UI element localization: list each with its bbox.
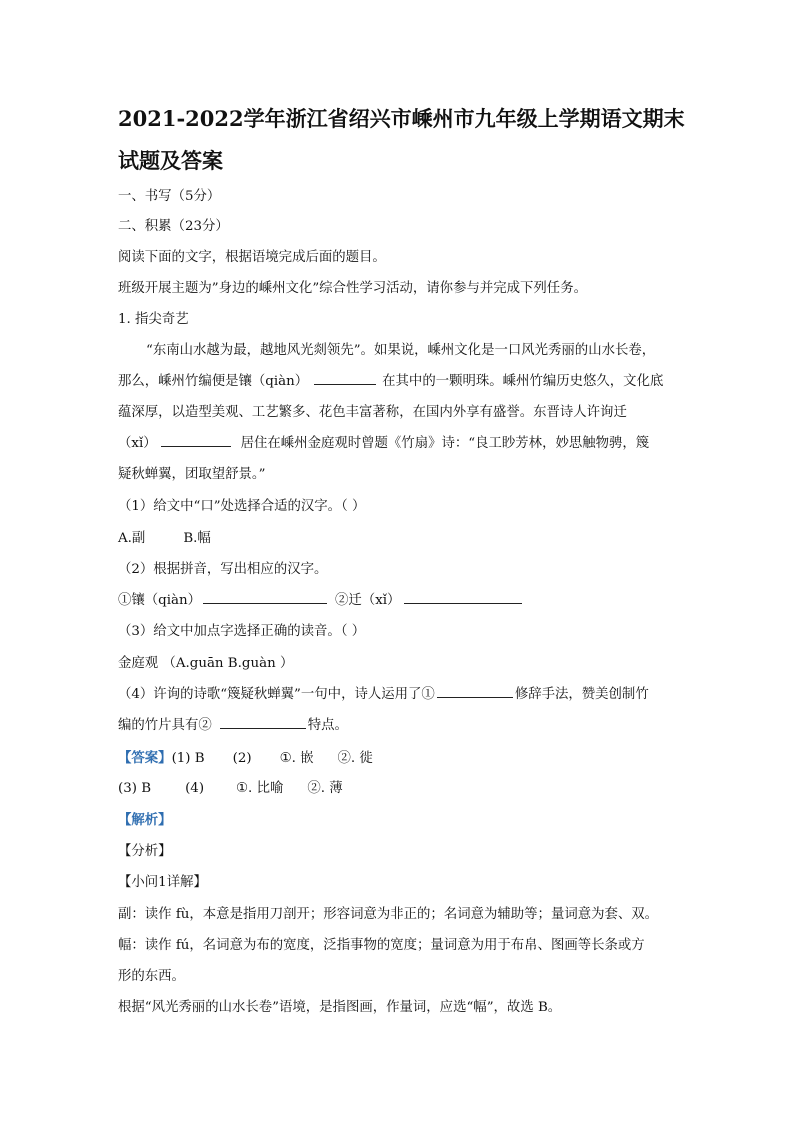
answer-3: (3) B [118,781,152,796]
document-title-line1: 2021-2022学年浙江省绍兴市嵊州市九年级上学期语文期末 [118,106,685,131]
passage-line-4b: 居住在嵊州金庭观时曾题《竹扇》诗：“良工眇芳林，妙思触物骋，篾 [240,436,650,451]
explanation-line-4: 根据“风光秀丽的山水长卷”语境，是指图画，作量词，应选“幅”，故选 B。 [118,1000,562,1015]
subquestion-4-text-a: （4）许询的诗歌“篾疑秋蝉翼”一句中，诗人运用了① [118,687,435,702]
subquestion-3-options: 金庭观 （A.guān B.guàn ） [118,656,294,671]
analysis-label: 【解析】 [118,812,172,828]
explanation-line-3: 形的东西。 [118,969,185,984]
question-1-heading: 1. 指尖奇艺 [118,312,189,327]
answer-row-2 [118,778,343,800]
passage-line-2 [118,371,663,393]
section-accumulation: 二、积累（23分） [118,219,229,234]
passage-line-1: “东南山水越为最，越地风光剡领先”。如果说，嵊州文化是一口风光秀丽的山水长卷， [146,343,656,358]
pinyin-qian: ①镶（qiàn） [118,593,202,608]
subquestion-4-line-1 [118,684,649,706]
passage-line-3: 蕴深厚，以造型美观、工艺繁多、花色丰富著称，在国内外享有盛誉。东晋诗人许询迁 [118,405,627,420]
subquestion-1-options [118,528,211,550]
analysis-subheading: 【分析】 [118,844,172,859]
answer-4-num: (4) [185,781,205,796]
blank-qian[interactable] [314,383,376,385]
passage-line-4a: （xǐ） [118,436,157,451]
subquestion-1-detail-heading: 【小问1详解】 [118,875,207,890]
subquestion-2-blanks [118,590,522,612]
instruction-read: 阅读下面的文字，根据语境完成后面的题目。 [118,250,386,265]
subquestion-4-text-b: 修辞手法，赞美创制竹 [514,687,649,702]
subquestion-4-text-c: 编的竹片具有② [118,718,212,733]
passage-line-2a: 那么，嵊州竹编便是镶（qiàn） [118,374,309,389]
answer-blank-feature[interactable] [220,727,306,729]
passage-line-5: 疑秋蝉翼，团取望舒景。” [118,467,266,482]
blank-xi[interactable] [161,445,231,447]
answer-row-1 [118,747,373,770]
pinyin-xi: ②迁（xǐ） [335,593,401,608]
option-b: B.幅 [183,531,211,546]
explanation-line-2: 幅：读作 fú，名词意为布的宽度，泛指事物的宽度；量词意为用于布帛、图画等长条或方 [118,938,645,953]
answer-2-second: ②. 徙 [337,751,373,766]
answer-1: (1) B [171,751,205,766]
answer-4-second: ②. 薄 [307,781,343,796]
passage-line-2b: 在其中的一颗明珠。嵊州竹编历史悠久，文化底 [382,374,664,389]
subquestion-2: （2）根据拼音，写出相应的汉字。 [118,562,328,577]
answer-label: 【答案】 [118,750,172,766]
answer-4-first: ①. 比喻 [236,781,284,796]
answer-blank-2[interactable] [404,602,522,604]
subquestion-3: （3）给文中加点字选择正确的读音。（ ） [118,624,366,639]
instruction-activity: 班级开展主题为”身边的嵊州文化”综合性学习活动，请你参与并完成下列任务。 [118,281,587,296]
subquestion-4-line-2 [118,715,348,737]
answer-blank-1[interactable] [203,602,327,604]
subquestion-1: （1）给文中“口”处选择合适的汉字。（ ） [118,499,366,514]
document-title-line2: 试题及答案 [118,148,223,173]
section-writing: 一、书写（5分） [118,189,221,204]
subquestion-4-text-d: 特点。 [307,718,348,733]
answer-2-num: (2) [232,751,252,766]
answer-blank-rhetoric[interactable] [437,696,513,698]
answer-2-first: ①. 嵌 [279,751,314,766]
explanation-line-1: 副：读作 fù，本意是指用刀剖开；形容词意为非正的；名词意为辅助等；量词意为套、双。 [118,907,659,922]
option-a: A.副 [118,531,146,546]
passage-line-4 [118,433,649,455]
